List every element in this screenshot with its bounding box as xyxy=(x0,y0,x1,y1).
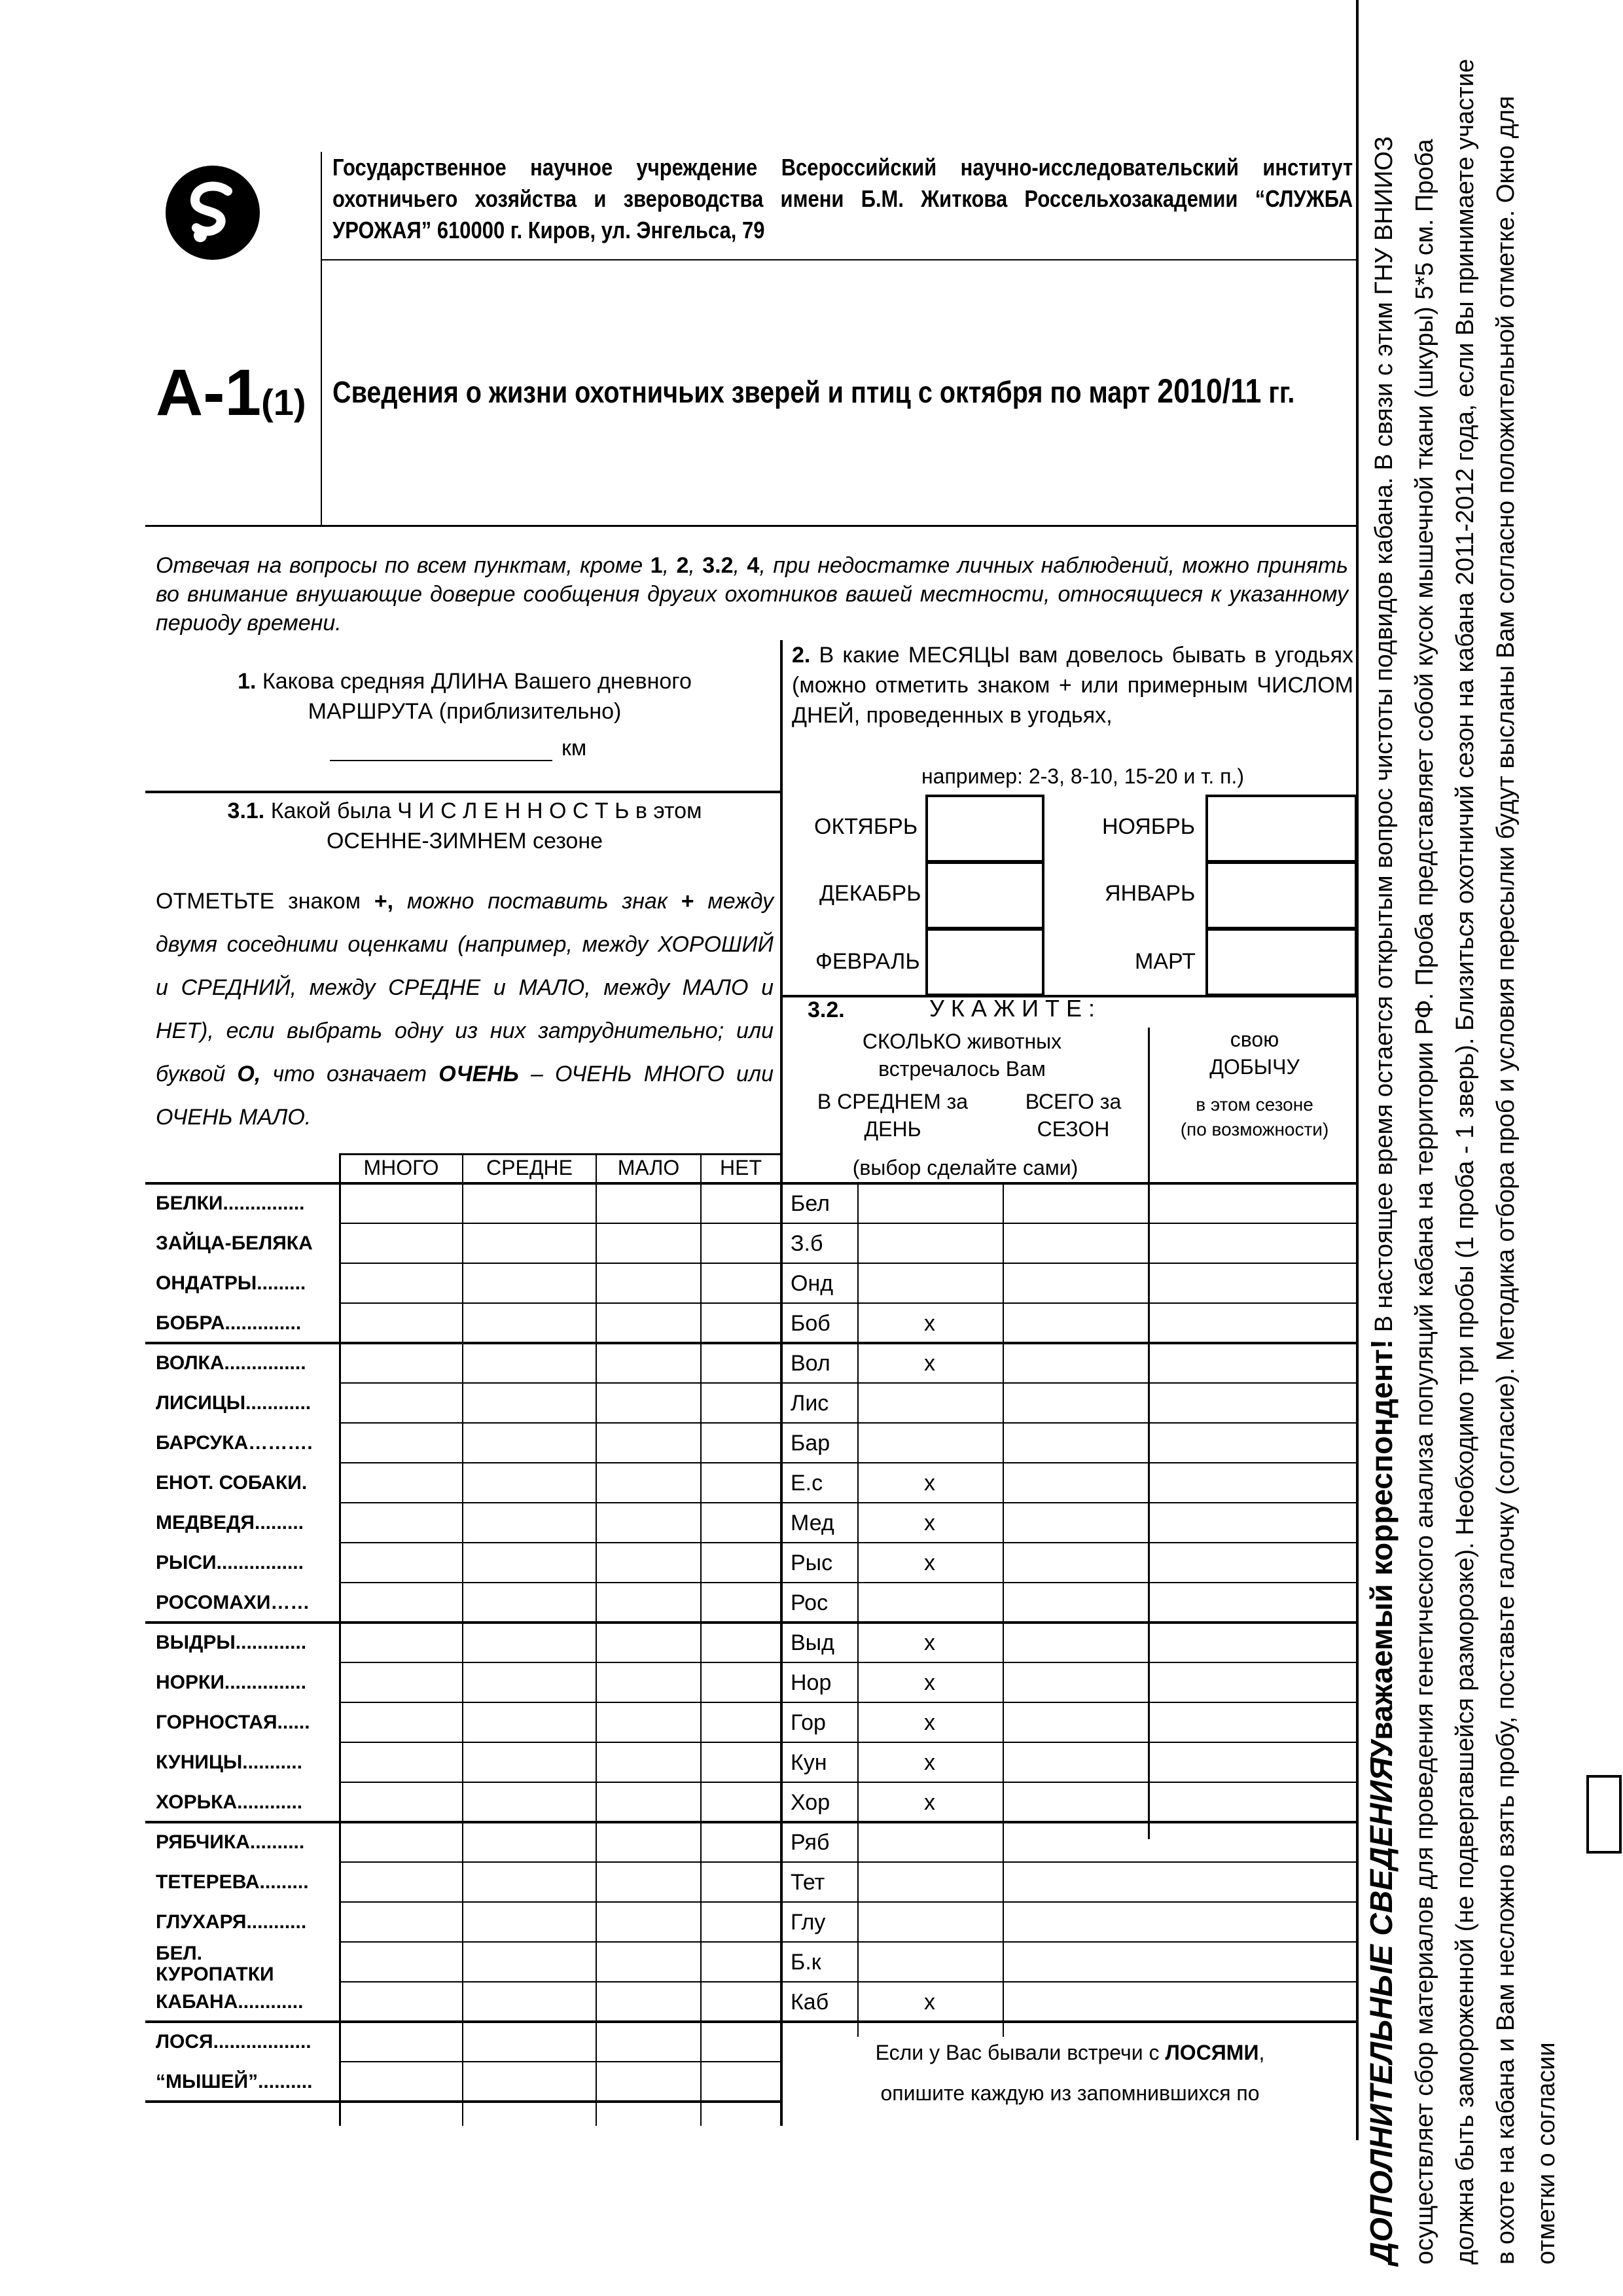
table-row-label: ЛИСИЦЫ............ xyxy=(156,1392,312,1414)
abundance-cell[interactable] xyxy=(597,1583,700,1621)
column-few: МАЛО xyxy=(617,1156,680,1179)
abundance-cell[interactable] xyxy=(340,1543,462,1581)
abundance-cell[interactable] xyxy=(340,1463,462,1501)
additional-info-sidebar: ДОПОЛНИТЕЛЬНЫЕ СВЕДЕНИЯУважаемый корреспондент! В настоящее время остается открытым вопрос чистоты подвидов кабана. В связи с этим ГНУ ВНИИОЗ осуществляет сбор материалов для проведения генетического анализа популяций кабана на территории РФ. Проба представляет собой кусок мышечной ткани (шкуры) 5*5 см. Проба должна быть замороженной (не подвергавшейся разморозке). Необходимо три пробы (1 проба - 1 зверь). Близиться охотничий сезон на кабана 2011-2012 года, если Вы принимаете участие в охоте на кабана и Вам несложно взять пробу, поставьте галочку (согласие). Методика отбора проб и условия пересылки будут высланы Вам согласно положительной отметке. Окно для отметки о согласии xyxy=(1364,59,1560,2265)
table-row-label: РЯБЧИКА.......... xyxy=(156,1831,305,1853)
abundance-cell[interactable] xyxy=(702,1383,780,1422)
table-row-abbr: Бел xyxy=(791,1191,830,1216)
october-days-box[interactable] xyxy=(925,795,1044,863)
abundance-cell[interactable] xyxy=(597,1942,700,1981)
table-row-abbr: Онд xyxy=(791,1271,834,1296)
abundance-cell[interactable] xyxy=(597,1822,700,1861)
catch-heading-2: ДОБЫЧУ xyxy=(1209,1055,1300,1079)
abundance-cell[interactable] xyxy=(463,1623,596,1661)
consent-checkbox[interactable] xyxy=(1586,1775,1622,1854)
table-row-abbr: Кун xyxy=(791,1750,827,1775)
month-february: ФЕВРАЛЬ xyxy=(815,949,920,974)
table-row-label: БОБРА.............. xyxy=(156,1312,302,1334)
table-row-label: ЕНОТ. СОБАКИ. xyxy=(156,1472,308,1494)
abundance-cell[interactable] xyxy=(597,1623,700,1661)
abundance-cell[interactable] xyxy=(702,1702,780,1741)
abundance-cell[interactable] xyxy=(702,1662,780,1701)
abundance-cell[interactable] xyxy=(463,1902,596,1941)
abundance-cell[interactable] xyxy=(702,1223,780,1262)
abundance-cell[interactable] xyxy=(597,1263,700,1302)
form-code: А-1(1) xyxy=(156,356,306,429)
catch-heading-4: (по возможности) xyxy=(1180,1119,1329,1139)
table-row-label: БАРСУКА………. xyxy=(156,1432,313,1454)
abundance-cell[interactable] xyxy=(597,1702,700,1741)
month-january: ЯНВАРЬ xyxy=(1105,881,1196,906)
abundance-cell[interactable] xyxy=(597,1742,700,1781)
table-row-abbr: Гор xyxy=(791,1710,826,1735)
organization-address: Государственное научное учреждение Всероссийский научно-исследовательский институт охотничьего хозяйства и звероводства имени Б.М. Житкова Россельхозакадемии “СЛУЖБА УРОЖАЯ” 610000 г. Киров, ул. Энгельса, 79 xyxy=(332,154,1353,243)
question-2-example: например: 2-3, 8-10, 15-20 и т. п.) xyxy=(921,764,1244,788)
per-season-heading: ВСЕГО за СЕЗОН xyxy=(1025,1090,1122,1141)
abundance-cell[interactable] xyxy=(340,1862,462,1901)
march-days-box[interactable] xyxy=(1205,928,1357,996)
abundance-cell[interactable] xyxy=(463,2022,596,2060)
abundance-cell[interactable] xyxy=(340,1183,462,1222)
abundance-cell[interactable] xyxy=(463,1543,596,1581)
abundance-cell[interactable] xyxy=(463,1782,596,1821)
abundance-cell[interactable] xyxy=(702,1902,780,1941)
december-days-box[interactable] xyxy=(925,861,1044,929)
question-2: 2. В какие МЕСЯЦЫ вам довелось бывать в угодьях (можно отметить знаком + или примерным ЧИСЛОМ ДНЕЙ, проведенных в угодьях, xyxy=(792,643,1353,728)
abundance-cell[interactable] xyxy=(702,1862,780,1901)
table-row-x-mark: х xyxy=(924,1511,935,1535)
table-row-label: ХОРЬКА............ xyxy=(156,1791,303,1813)
table-row-abbr: Боб xyxy=(791,1311,830,1336)
question-1: 1. Какова средняя ДЛИНА Вашего дневного МАРШРУТА (приблизительно) xyxy=(238,669,692,724)
abundance-cell[interactable] xyxy=(463,1183,596,1222)
table-row-x-mark: х xyxy=(924,1750,935,1775)
table-row-abbr: Лис xyxy=(791,1391,829,1416)
moose-note-line-2: опишите каждую из запомнившихся по xyxy=(880,2081,1260,2105)
abundance-cell[interactable] xyxy=(597,1902,700,1941)
abundance-cell[interactable] xyxy=(340,1343,462,1382)
abundance-cell[interactable] xyxy=(340,1263,462,1302)
abundance-cell[interactable] xyxy=(340,1662,462,1701)
abundance-cell[interactable] xyxy=(463,1263,596,1302)
table-row-x-mark: х xyxy=(924,1670,935,1695)
abundance-cell[interactable] xyxy=(463,1862,596,1901)
abundance-cell[interactable] xyxy=(340,2022,462,2060)
table-row-x-mark: х xyxy=(924,1630,935,1655)
instructions: Отвечая на вопросы по всем пунктам, кроме 1, 2, 3.2, 4, при недостатке личных наблюдений, можно принять во внимание внушающие доверие сообщения других охотников вашей местности, относящиеся к указанному периоду времени. xyxy=(156,553,1348,636)
abundance-cell[interactable] xyxy=(340,2062,462,2100)
table-row-label: ГЛУХАРЯ........... xyxy=(156,1911,307,1933)
column-many: МНОГО xyxy=(363,1156,439,1179)
catch-heading-1: свою xyxy=(1230,1028,1279,1051)
abundance-cell[interactable] xyxy=(702,1782,780,1821)
table-row-abbr: Хор xyxy=(791,1790,830,1815)
abundance-cell[interactable] xyxy=(597,2022,700,2060)
institute-logo xyxy=(164,164,262,262)
question-3-2-number: 3.2. xyxy=(808,997,845,1022)
abundance-cell[interactable] xyxy=(340,1742,462,1781)
abundance-cell[interactable] xyxy=(463,1662,596,1701)
abundance-cell[interactable] xyxy=(702,1822,780,1861)
abundance-cell[interactable] xyxy=(702,1183,780,1222)
table-row-abbr: Нор xyxy=(791,1670,832,1695)
abundance-cell[interactable] xyxy=(463,1383,596,1422)
abundance-cell[interactable] xyxy=(340,1822,462,1861)
table-row-x-mark: х xyxy=(924,1990,935,2015)
november-days-box[interactable] xyxy=(1205,795,1357,863)
abundance-cell[interactable] xyxy=(463,2062,596,2100)
column-none: НЕТ xyxy=(720,1156,762,1179)
table-row-abbr: Тет xyxy=(791,1870,825,1895)
table-row-abbr: Мед xyxy=(791,1511,834,1535)
table-row-abbr: Бар xyxy=(791,1431,830,1456)
table-row-label: ВОЛКА............... xyxy=(156,1352,306,1374)
table-row-abbr: Глу xyxy=(791,1910,826,1935)
abundance-cell[interactable] xyxy=(340,1782,462,1821)
month-october: ОКТЯБРЬ xyxy=(814,814,918,839)
abundance-cell[interactable] xyxy=(597,1503,700,1541)
choose-note: (выбор сделайте сами) xyxy=(852,1156,1079,1179)
table-row-label: “МЫШЕЙ”.......... xyxy=(156,2071,313,2092)
table-row-abbr: З.б xyxy=(791,1231,823,1256)
table-row-abbr: Б.к xyxy=(791,1950,821,1975)
month-november: НОЯБРЬ xyxy=(1102,814,1196,839)
catch-heading-3: в этом сезоне xyxy=(1196,1094,1313,1115)
table-row-x-mark: х xyxy=(924,1790,935,1815)
table-row-label: РЫСИ................ xyxy=(156,1552,304,1573)
table-row-x-mark: х xyxy=(924,1710,935,1735)
abundance-cell[interactable] xyxy=(463,1303,596,1342)
table-row-x-mark: х xyxy=(924,1311,935,1336)
abundance-cell[interactable] xyxy=(463,1982,596,2020)
abundance-cell[interactable] xyxy=(597,1183,700,1222)
abundance-cell[interactable] xyxy=(597,1982,700,2020)
question-3-1-instructions: ОТМЕТЬТЕ знаком +, можно поставить знак + между двумя соседними оценками (например, между ХОРОШИЙ и СРЕДНИЙ, между СРЕДНЕ и МАЛО, между МАЛО и НЕТ), если выбрать одну из них затруднительно; или буквой О, что означает ОЧЕНЬ – ОЧЕНЬ МНОГО или ОЧЕНЬ МАЛО. xyxy=(156,889,774,1130)
abundance-cell[interactable] xyxy=(597,1782,700,1821)
question-3-1: 3.1. Какой была Ч И С Л Е Н Н О С Т Ь в этом ОСЕННЕ-ЗИМНЕМ сезоне xyxy=(227,798,702,853)
table-row-label: ЛОСЯ.................. xyxy=(156,2031,312,2053)
abundance-cell[interactable] xyxy=(597,2062,700,2100)
month-december: ДЕКАБРЬ xyxy=(819,881,921,906)
table-row-label: БЕЛ. КУРОПАТКИ xyxy=(156,1943,274,1985)
abundance-cell[interactable] xyxy=(340,1902,462,1941)
abundance-cell[interactable] xyxy=(702,2062,780,2100)
table-row-label: МЕДВЕДЯ......... xyxy=(156,1512,304,1534)
table-row-label: РОСОМАХИ…… xyxy=(156,1592,310,1613)
abundance-cell[interactable] xyxy=(597,1662,700,1701)
column-medium: СРЕДНЕ xyxy=(486,1156,573,1179)
abundance-cell[interactable] xyxy=(463,1942,596,1981)
table-row-label: ЗАЙЦА-БЕЛЯКА xyxy=(156,1232,313,1254)
table-row-label: ВЫДРЫ............. xyxy=(156,1632,307,1653)
abundance-cell[interactable] xyxy=(702,1263,780,1302)
abundance-cell[interactable] xyxy=(702,1543,780,1581)
table-row-abbr: Вол xyxy=(791,1351,830,1376)
abundance-cell[interactable] xyxy=(340,1303,462,1342)
table-row-abbr: Выд xyxy=(791,1630,834,1655)
abundance-cell[interactable] xyxy=(702,1343,780,1382)
abundance-cell[interactable] xyxy=(463,1742,596,1781)
abundance-cell[interactable] xyxy=(597,1862,700,1901)
january-days-box[interactable] xyxy=(1205,861,1357,929)
table-row-abbr: Ряб xyxy=(791,1830,830,1855)
table-row-abbr: Е.с xyxy=(791,1471,823,1496)
table-row-abbr: Каб xyxy=(791,1990,829,2015)
abundance-cell[interactable] xyxy=(597,1223,700,1262)
table-row-abbr: Рос xyxy=(791,1590,829,1615)
abundance-cell[interactable] xyxy=(702,1463,780,1501)
table-row-x-mark: х xyxy=(924,1471,935,1496)
abundance-cell[interactable] xyxy=(597,1543,700,1581)
table-row-label: НОРКИ............... xyxy=(156,1672,306,1693)
table-row-label: КАБАНА............ xyxy=(156,1991,304,2013)
table-row-x-mark: х xyxy=(924,1351,935,1376)
abundance-cell[interactable] xyxy=(463,1223,596,1262)
abundance-cell[interactable] xyxy=(702,1623,780,1661)
table-row-label: КУНИЦЫ........... xyxy=(156,1751,302,1773)
february-days-box[interactable] xyxy=(925,928,1044,996)
abundance-cell[interactable] xyxy=(340,1583,462,1621)
abundance-cell[interactable] xyxy=(702,1942,780,1981)
route-length-field[interactable]: км xyxy=(330,736,586,761)
abundance-cell[interactable] xyxy=(702,1583,780,1621)
per-day-heading: В СРЕДНЕМ за ДЕНЬ xyxy=(817,1090,969,1141)
abundance-cell[interactable] xyxy=(340,1503,462,1541)
abundance-cell[interactable] xyxy=(463,1463,596,1501)
moose-note-line-1: Если у Вас бывали встречи с ЛОСЯМИ, xyxy=(875,2041,1265,2064)
abundance-cell[interactable] xyxy=(597,1423,700,1462)
table-row-label: ГОРНОСТАЯ...... xyxy=(156,1712,310,1733)
abundance-cell[interactable] xyxy=(340,1942,462,1981)
document-title: Сведения о жизни охотничьих зверей и птиц с октября по март 2010/11 гг. xyxy=(332,372,1295,410)
abundance-cell[interactable] xyxy=(702,1503,780,1541)
encounters-heading: СКОЛЬКО животных встречалось Вам xyxy=(862,1030,1062,1081)
abundance-cell[interactable] xyxy=(340,1982,462,2020)
abundance-cell[interactable] xyxy=(463,1503,596,1541)
table-row-divider xyxy=(145,2100,781,2103)
abundance-cell[interactable] xyxy=(463,1583,596,1621)
abundance-cell[interactable] xyxy=(702,1742,780,1781)
question-3-2-title: У К А Ж И Т Е : xyxy=(929,995,1095,1022)
abundance-cell[interactable] xyxy=(340,1623,462,1661)
abundance-cell[interactable] xyxy=(463,1343,596,1382)
abundance-cell[interactable] xyxy=(702,1303,780,1342)
abundance-cell[interactable] xyxy=(702,1982,780,2020)
month-march: МАРТ xyxy=(1135,949,1196,974)
abundance-cell[interactable] xyxy=(463,1702,596,1741)
abundance-cell[interactable] xyxy=(597,1383,700,1422)
table-row-label: ТЕТЕРЕВА......... xyxy=(156,1871,309,1893)
table-row-x-mark: х xyxy=(924,1551,935,1575)
table-row-label: ОНДАТРЫ......... xyxy=(156,1272,306,1294)
abundance-cell[interactable] xyxy=(340,1423,462,1462)
abundance-cell[interactable] xyxy=(702,2022,780,2060)
table-row-label: БЕЛКИ............... xyxy=(156,1193,305,1214)
abundance-cell[interactable] xyxy=(597,1343,700,1382)
table-row-abbr: Рыс xyxy=(791,1551,833,1575)
abundance-cell[interactable] xyxy=(463,1423,596,1462)
abundance-cell[interactable] xyxy=(597,1303,700,1342)
abundance-cell[interactable] xyxy=(702,1423,780,1462)
abundance-cell[interactable] xyxy=(340,1223,462,1262)
abundance-cell[interactable] xyxy=(340,1383,462,1422)
abundance-cell[interactable] xyxy=(463,1822,596,1861)
abundance-cell[interactable] xyxy=(597,1463,700,1501)
abundance-cell[interactable] xyxy=(340,1702,462,1741)
